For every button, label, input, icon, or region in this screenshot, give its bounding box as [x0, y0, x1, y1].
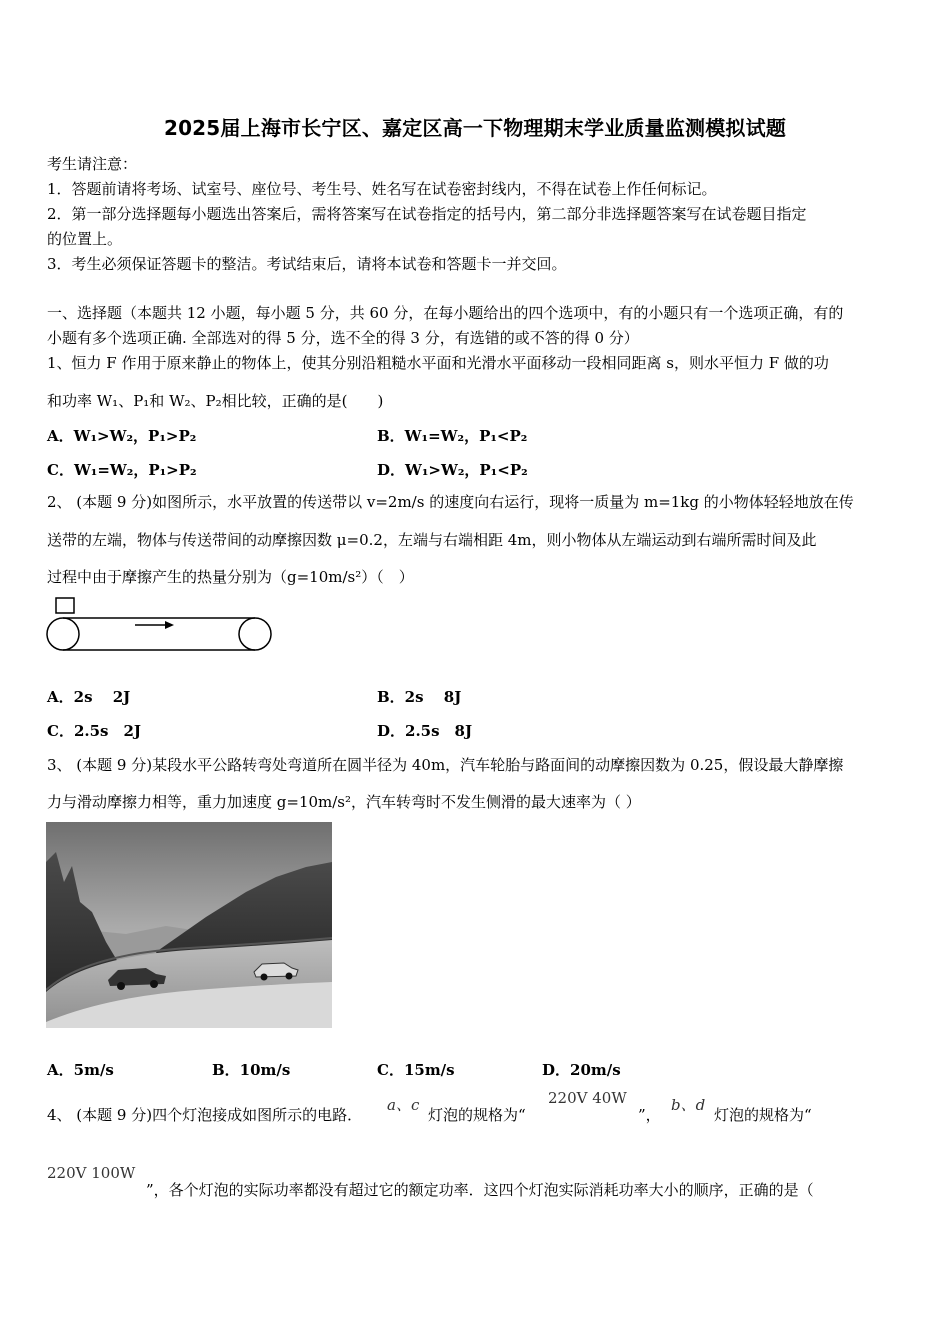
conveyor-belt-diagram	[40, 594, 280, 656]
q2-line1: 2、 (本题 9 分)如图所示，水平放置的传送带以 v=2m/s 的速度向右运行，现将一质量为 m=1kg 的小物体轻轻地放在传	[47, 493, 854, 511]
notice-heading: 考生请注意：	[47, 155, 138, 173]
q2-option-a: A．2s 2J	[47, 688, 131, 706]
q1-option-b: B．W₁=W₂，P₁<P₂	[377, 427, 528, 445]
q4-formula-spec2: 220V 100W	[47, 1164, 136, 1182]
page-title: 2025届上海市长宁区、嘉定区高一下物理期末学业质量监测模拟试题	[163, 116, 787, 140]
block-icon	[56, 598, 74, 613]
q1-option-a: A．W₁>W₂，P₁>P₂	[47, 427, 197, 445]
q4-text-2: 灯泡的规格为“	[428, 1106, 526, 1124]
q3-option-d: D．20m/s	[542, 1061, 621, 1079]
q2-option-d: D．2.5s 8J	[377, 722, 473, 740]
q4-formula-spec1: 220V 40W	[548, 1089, 627, 1107]
q4-text-3: ”，	[638, 1106, 661, 1124]
q4-text-1: 4、 (本题 9 分)四个灯泡接成如图所示的电路．	[47, 1106, 363, 1124]
q3-line2: 力与滑动摩擦力相等，重力加速度 g=10m/s²，汽车转弯时不发生侧滑的最大速率为（ ）	[47, 793, 641, 811]
notice-item-3: 3．考生必须保证答题卡的整洁。考试结束后，请将本试卷和答题卡一并交回。	[47, 255, 567, 273]
section1-line2: 小题有多个选项正确. 全部选对的得 5 分，选不全的得 3 分，有选错的或不答的得 0 分）	[47, 329, 639, 347]
q1-line1: 1、恒力 F 作用于原来静止的物体上，使其分别沿粗糙水平面和光滑水平面移动一段相同距离 s，则水平恒力 F 做的功	[47, 354, 829, 372]
q3-line1: 3、 (本题 9 分)某段水平公路转弯处弯道所在圆半径为 40m，汽车轮胎与路面间的动摩擦因数为 0.25，假设最大静摩擦	[47, 756, 844, 774]
notice-item-2: 2．第一部分选择题每小题选出答案后，需将答案写在试卷指定的括号内，第二部分非选择题答案写在试卷题目指定	[47, 205, 807, 223]
q2-line3: 过程中由于摩擦产生的热量分别为（g=10m/s²）（ ）	[47, 568, 414, 586]
q2-line2: 送带的左端，物体与传送带间的动摩擦因数 μ=0.2，左端与右端相距 4m，则小物体从左端运动到右端所需时间及此	[47, 531, 817, 549]
notice-item-1: 1．答题前请将考场、试室号、座位号、考生号、姓名写在试卷密封线内，不得在试卷上作任何标记。	[47, 180, 717, 198]
notice-item-2-cont: 的位置上。	[47, 230, 123, 248]
velocity-arrow-head	[165, 621, 174, 629]
q4-formula-ac: a、c	[387, 1096, 420, 1114]
q1-option-c: C．W₁=W₂，P₁>P₂	[47, 461, 197, 479]
q2-option-c: C．2.5s 2J	[47, 722, 142, 740]
left-pulley-icon	[47, 618, 79, 650]
q1-line2: 和功率 W₁、P₁和 W₂、P₂相比较，正确的是( )	[47, 392, 384, 410]
curved-road-photo	[46, 822, 332, 1028]
q3-option-c: C．15m/s	[377, 1061, 455, 1079]
section1-line1: 一、选择题（本题共 12 小题，每小题 5 分，共 60 分，在每小题给出的四个选项中，有的小题只有一个选项正确，有的	[47, 304, 844, 322]
q3-option-a: A．5m/s	[47, 1061, 114, 1079]
q4-text-5: ”，各个灯泡的实际功率都没有超过它的额定功率．这四个灯泡实际消耗功率大小的顺序，正确的是（	[146, 1181, 814, 1199]
right-pulley-icon	[239, 618, 271, 650]
q3-option-b: B．10m/s	[212, 1061, 291, 1079]
q4-text-4: 灯泡的规格为“	[714, 1106, 812, 1124]
q1-option-d: D．W₁>W₂，P₁<P₂	[377, 461, 528, 479]
q4-formula-bd: b、d	[671, 1096, 706, 1114]
q2-option-b: B．2s 8J	[377, 688, 462, 706]
